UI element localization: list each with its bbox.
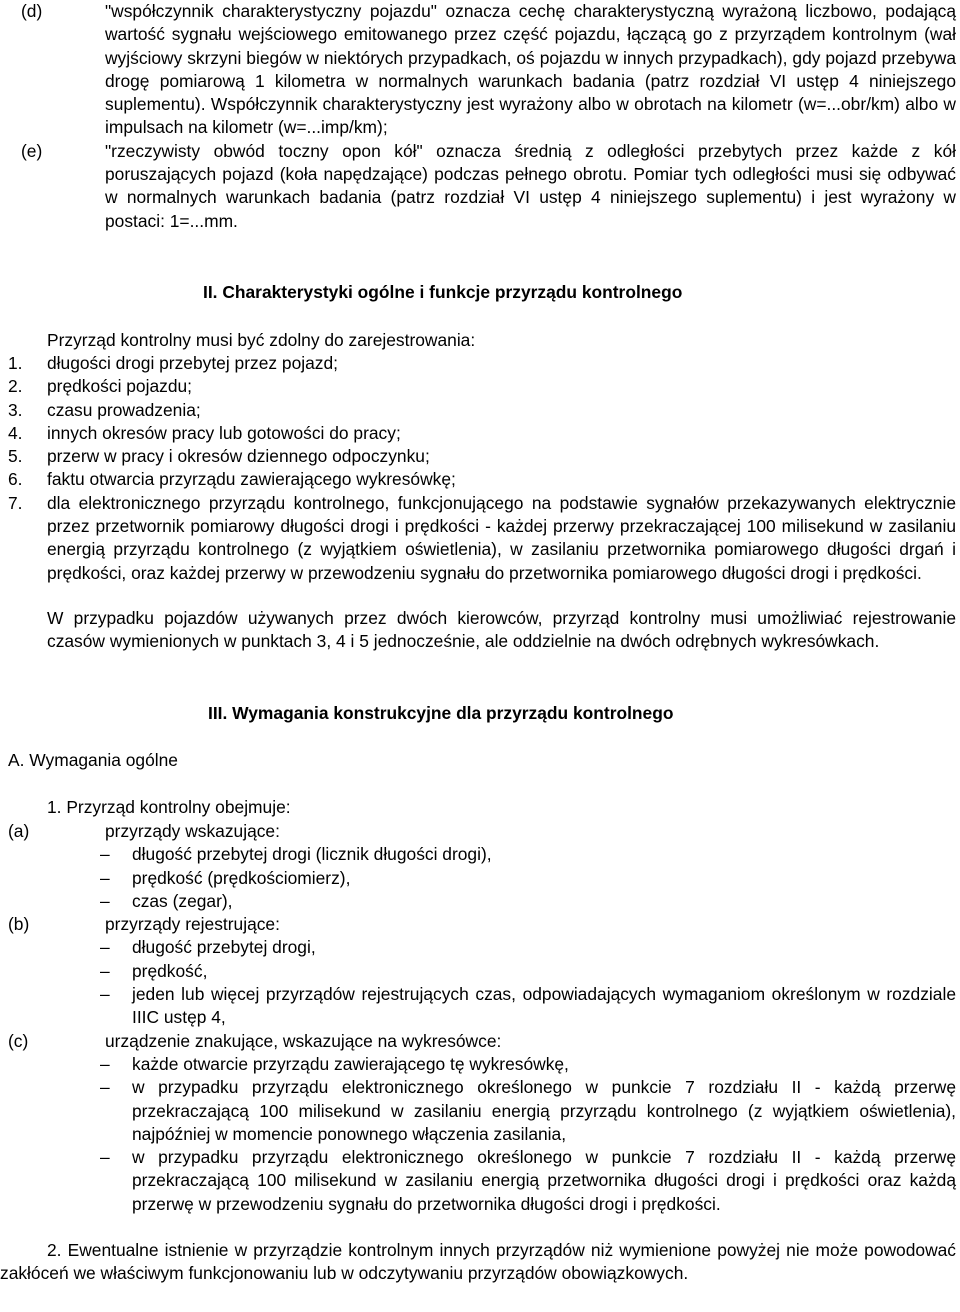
definition-d	[0, 0, 960, 140]
list-item	[0, 492, 960, 585]
group-a	[0, 820, 960, 843]
item-text: czasu prowadzenia;	[47, 399, 201, 420]
dash-item-text: prędkość (prędkościomierz),	[132, 867, 351, 888]
dash-item-text: w przypadku przyrządu elektronicznego określonego w punkcie 7 rozdziału II - każdą przerwę przekraczającą 100 milisekund w zasilaniu energią przetwornika długości drogi i prędkości oraz każdą przerwę w przewodzeniu sygnału do przetwornika długości drogi i prędkości.	[132, 1147, 956, 1214]
section-3-heading: III. Wymagania konstrukcyjne dla przyrządu kontrolnego	[208, 703, 674, 723]
group-c	[0, 1030, 960, 1053]
dash-bullet: –	[100, 867, 110, 888]
dash-bullet: –	[100, 937, 110, 958]
item-text: innych okresów pracy lub gotowości do pracy;	[47, 422, 401, 443]
group-label: (b)	[8, 914, 30, 935]
list-item	[0, 445, 960, 468]
instrument-groups	[0, 820, 960, 1216]
item-text: faktu otwarcia przyrządu zawierającego wykresówkę;	[47, 469, 456, 490]
dash-bullet: –	[100, 960, 110, 981]
dash-item-text: długość przebytej drogi,	[132, 937, 316, 958]
dash-item-text: prędkość,	[132, 960, 208, 981]
dash-bullet: –	[100, 890, 110, 911]
dash-item	[0, 843, 960, 866]
dash-item-text: jeden lub więcej przyrządów rejestrujących czas, odpowiadających wymaganiom określonym w rozdziale IIIC ustęp 4,	[132, 984, 956, 1028]
group-b	[0, 913, 960, 936]
item-number: 2.	[8, 376, 23, 397]
list-item	[0, 468, 960, 491]
dash-item-text: każde otwarcie przyrządu zawierającego tę wykresówkę,	[132, 1053, 569, 1074]
dash-bullet: –	[100, 1053, 110, 1074]
point-1-intro: 1. Przyrząd kontrolny obejmuje:	[47, 797, 291, 817]
item-number: 4.	[8, 422, 23, 443]
item-number: 7.	[8, 492, 23, 513]
dash-item	[0, 1076, 960, 1146]
item-number: 1.	[8, 353, 23, 373]
definition-e	[0, 140, 960, 233]
group-label: (c)	[8, 1030, 29, 1051]
dash-item	[0, 936, 960, 959]
list-item	[0, 399, 960, 422]
item-text: długości drogi przebytej przez pojazd;	[47, 353, 338, 373]
dash-item-text: długość przebytej drogi (licznik długości drogi),	[132, 844, 492, 865]
dash-bullet: –	[100, 1147, 110, 1168]
definition-label: (d)	[21, 1, 43, 21]
list-item	[0, 352, 960, 375]
dash-bullet: –	[100, 984, 110, 1005]
definitions-list	[0, 0, 960, 233]
dash-item	[0, 960, 960, 983]
point-2-paragraph: 2. Ewentualne istnienie w przyrządzie kontrolnym innych przyrządów niż wymienione powyżej nie może powodować zakłóceń we właściwym funkcjonowaniu lub w odczytywaniu przyrządów obowiązkowych.	[0, 1240, 956, 1284]
item-text: dla elektronicznego przyrządu kontrolnego, funkcjonującego na podstawie sygnałów przekazywanych elektrycznie przez przetwornik pomiarowy długości drogi i prędkości - każdej przerwy przekraczającej 100 milisekund w zasilaniu energią przyrządu kontrolnego (z wyjątkiem oświetlenia), w zasilaniu przetwornika pomiarowego długości drgań i prędkości, oraz każdej przerwy w przewodzeniu sygnału do przetwornika pomiarowego długości drogi i prędkości.	[47, 492, 956, 583]
recording-functions-list	[0, 352, 960, 585]
subsection-a-heading: A. Wymagania ogólne	[8, 750, 178, 770]
dash-item	[0, 867, 960, 890]
definition-text: "współczynnik charakterystyczny pojazdu" oznacza cechę charakterystyczną wyrażoną liczbowo, podającą wartość sygnału wejściowego emitowanego przez część pojazdu, łączącą go z przyrządem kontrolnym (wał wyjściowy skrzyni biegów w niektórych przypadkach, oś pojazdu w innych przypadkach), gdy pojazd przebywa drogę pomiarową 1 kilometra w normalnych warunkach badania (patrz rozdział VI ustęp 4 niniejszego suplementu). Współczynnik charakterystyczny jest wyrażony albo w obrotach na kilometr (w=...obr/km) albo w impulsach na kilometr (w=...imp/km);	[105, 1, 956, 138]
item-number: 5.	[8, 446, 23, 467]
dash-item	[0, 983, 960, 1030]
group-title: przyrządy rejestrujące:	[105, 914, 280, 935]
two-drivers-paragraph: W przypadku pojazdów używanych przez dwóch kierowców, przyrząd kontrolny musi umożliwiać rejestrowanie czasów wymienionych w punktach 3, 4 i 5 jednocześnie, ale oddzielnie na dwóch odrębnych wykresówkach.	[47, 608, 956, 652]
group-title: urządzenie znakujące, wskazujące na wykresówce:	[105, 1030, 502, 1051]
dash-item-text: czas (zegar),	[132, 890, 233, 911]
dash-item-text: w przypadku przyrządu elektronicznego określonego w punkcie 7 rozdziału II - każdą przerwę przekraczającą 100 milisekund w zasilaniu energią przyrządu kontrolnego (z wyjątkiem oświetlenia), najpóźniej w momencie ponownego włączenia zasilania,	[132, 1077, 956, 1144]
group-title: przyrządy wskazujące:	[105, 821, 280, 841]
definition-text: "rzeczywisty obwód toczny opon kół" oznacza średnią z odległości przebytych przez każde z kół poruszających pojazd (koła napędzające) podczas pełnego obrotu. Pomiar tych odległości musi się odbywać w normalnych warunkach badania (patrz rozdział VI ustęp 4 niniejszego suplementu) i jest wyrażony w postaci: 1=...mm.	[105, 140, 956, 231]
dash-item	[0, 1053, 960, 1076]
item-text: prędkości pojazdu;	[47, 376, 193, 397]
list-item	[0, 422, 960, 445]
definition-label: (e)	[21, 140, 43, 161]
dash-bullet: –	[100, 844, 110, 865]
dash-bullet: –	[100, 1077, 110, 1098]
item-number: 3.	[8, 399, 23, 420]
section-2-heading: II. Charakterystyki ogólne i funkcje przyrządu kontrolnego	[203, 282, 683, 302]
item-text: przerw w pracy i okresów dziennego odpoczynku;	[47, 446, 430, 467]
section-2-intro: Przyrząd kontrolny musi być zdolny do zarejestrowania:	[47, 330, 476, 350]
dash-item	[0, 890, 960, 913]
list-item	[0, 375, 960, 398]
group-label: (a)	[8, 821, 30, 841]
item-number: 6.	[8, 469, 23, 490]
dash-item	[0, 1146, 960, 1216]
